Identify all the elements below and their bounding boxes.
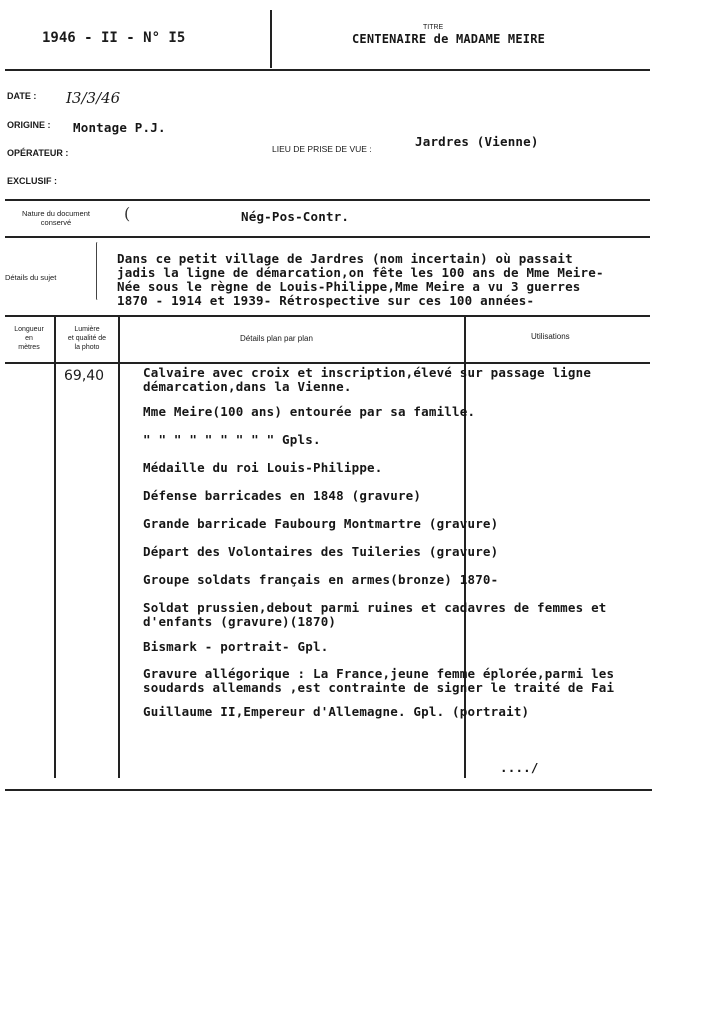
detail-sujet-line: jadis la ligne de démarcation,on fête les 100 ans de Mme Meire- [117,265,604,280]
plan-line: d'enfants (gravure)(1870) [143,614,337,629]
col-divider-1 [54,316,56,778]
origine-value: Montage P.J. [73,120,166,135]
col-light-header-line: et qualité de [67,335,107,342]
col-divider-2 [118,316,120,778]
plan-item [143,517,614,531]
header-divider [270,10,272,68]
origine-label: ORIGINE : [7,120,51,130]
plan-item [143,366,614,394]
detail-sujet-text [117,252,604,308]
col-light-header-line: Lumière [74,326,100,333]
plan-item [143,573,614,587]
nature-label-line1: Nature du document [22,209,90,218]
plan-line: démarcation,dans la Vienne. [143,379,352,394]
lieu-label: LIEU DE PRISE DE VUE : [272,144,372,154]
plan-line: Groupe soldats français en armes(bronze) 1870- [143,572,499,587]
detail-sujet-line: 1870 - 1914 et 1939- Rétrospective sur ces 100 années- [117,293,535,308]
plan-line: Gravure allégorique : La France,jeune femme éplorée,parmi les [143,666,615,681]
plan-line: Défense barricades en 1848 (gravure) [143,488,422,503]
plan-line: " " " " " " " " " Gpls. [143,432,321,447]
table-top-rule [5,315,650,317]
col-length-header [6,325,52,352]
nature-label-line2: conservé [40,218,72,227]
plan-item [143,640,614,654]
plan-line: Mme Meire(100 ans) entourée par sa famille. [143,404,476,419]
plan-line: Grande barricade Faubourg Montmartre (gravure) [143,516,499,531]
plan-item [143,461,614,475]
plan-item [143,601,614,629]
plan-item [143,705,614,719]
plan-line: Bismark - portrait- Gpl. [143,639,329,654]
detail-sujet-label: Détails du sujet [5,273,57,282]
plan-line: Départ des Volontaires des Tuileries (gravure) [143,544,499,559]
plan-line: Calvaire avec croix et inscription,élevé sur passage ligne [143,365,592,380]
plan-line: Médaille du roi Louis-Philippe. [143,460,383,475]
col-light-header-line: la photo [74,344,100,351]
col-length-header-line: en [25,335,33,342]
nature-brace: ( [124,204,131,223]
document-title: CENTENAIRE de MADAME MEIRE [352,32,546,46]
plan-line: Soldat prussien,debout parmi ruines et cadavres de femmes et [143,600,607,615]
fields-rule [5,199,650,201]
plan-item [143,433,614,447]
table-bottom-rule [5,789,652,791]
title-label: TITRE [423,24,444,31]
nature-value: Nég-Pos-Contr. [241,209,350,224]
plan-item [143,489,614,503]
exclusif-label: EXCLUSIF : [7,176,58,186]
document-reference: 1946 - II - N° I5 [42,30,186,46]
plan-line: Guillaume II,Empereur d'Allemagne. Gpl. (portrait) [143,704,530,719]
table-header-rule [5,362,650,364]
nature-rule [5,236,650,238]
lieu-value: Jardres (Vienne) [415,134,539,149]
plan-item [143,405,614,419]
col-details-header: Détails plan par plan [240,334,313,343]
header-rule [5,69,650,71]
detail-sujet-line: Dans ce petit village de Jardres (nom incertain) où passait [117,251,573,266]
plan-line: soudards allemands ,est contrainte de signer le traité de Fai [143,680,615,695]
col-utilisations-header: Utilisations [531,332,570,341]
detail-sujet-brace [96,242,99,300]
date-label: DATE : [7,91,37,101]
col-length-header-line: Longueur [14,326,44,333]
continuation-mark: ..../ [500,760,539,775]
col-light-header [57,325,117,352]
plan-item [143,667,614,695]
detail-sujet-line: Née sous le règne de Louis-Philippe,Mme Meire a vu 3 guerres [117,279,581,294]
plan-item [143,545,614,559]
col-length-header-line: mètres [18,344,40,351]
operateur-label: OPÉRATEUR : [7,148,69,158]
date-value: I3/3/46 [66,89,121,107]
length-value: 69,40 [64,368,105,384]
nature-label [2,209,110,227]
plan-list [143,366,614,719]
